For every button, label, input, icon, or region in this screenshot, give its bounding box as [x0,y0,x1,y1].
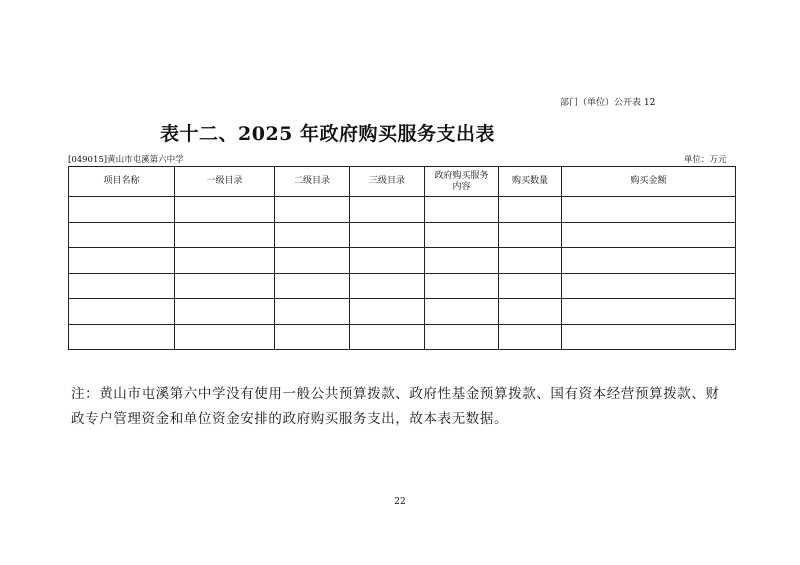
table-cell [275,197,350,223]
table-cell [425,248,499,274]
table-cell [69,197,175,223]
table-cell [69,248,175,274]
table-cell [499,248,562,274]
table-cell [69,324,175,350]
footnote: 注：黄山市屯溪第六中学没有使用一般公共预算拨款、政府性基金预算拨款、国有资本经营预算拨款、财政专户管理资金和单位资金安排的政府购买服务支出，故本表无数据。 [71,386,720,427]
column-header-level1-catalog: 一级目录 [175,167,275,197]
table-cell [275,324,350,350]
table-cell [350,273,425,299]
table-cell [175,299,275,325]
table-cell [499,273,562,299]
table-cell [350,197,425,223]
table-cell [175,197,275,223]
table-cell [350,222,425,248]
organization-label: [049015]黄山市屯溪第六中学 [68,155,184,165]
table-cell [175,324,275,350]
table-cell [425,324,499,350]
table-row [69,324,736,350]
table-cell [175,222,275,248]
table-cell [562,324,736,350]
table-cell [69,273,175,299]
table-cell [562,197,736,223]
column-header-quantity: 购买数量 [499,167,562,197]
table-row [69,273,736,299]
column-header-service-content [425,167,499,197]
table-cell [350,248,425,274]
table-cell [499,222,562,248]
table-cell [562,248,736,274]
form-code-label: 部门（单位）公开表 12 [560,98,656,108]
table-cell [562,222,736,248]
table-cell [425,222,499,248]
table-cell [69,222,175,248]
table-row [69,197,736,223]
table-cell [562,273,736,299]
table-cell [275,299,350,325]
table-cell [350,299,425,325]
table-cell [425,273,499,299]
column-header-level3-catalog: 三级目录 [350,167,425,197]
column-header-service-content-line1: 政府购买服务 [434,170,489,181]
table-cell [175,248,275,274]
purchase-services-table [68,166,736,350]
page-number: 22 [394,497,406,507]
column-header-project-name: 项目名称 [69,167,175,197]
table-header-row [69,167,736,197]
table-cell [275,222,350,248]
table-cell [275,248,350,274]
table-cell [275,273,350,299]
unit-label: 单位：万元 [684,155,727,165]
column-header-service-content-line2: 内容 [452,181,471,192]
column-header-amount: 购买金额 [562,167,736,197]
table-cell [69,299,175,325]
table-cell [175,273,275,299]
table-cell [499,197,562,223]
table-cell [425,197,499,223]
table-row [69,222,736,248]
table-cell [562,299,736,325]
table-row [69,299,736,325]
column-header-level2-catalog: 二级目录 [275,167,350,197]
page-title: 表十二、2025 年政府购买服务支出表 [160,123,495,145]
table-cell [499,299,562,325]
table-cell [499,324,562,350]
table-cell [350,324,425,350]
table-cell [425,299,499,325]
table-row [69,248,736,274]
